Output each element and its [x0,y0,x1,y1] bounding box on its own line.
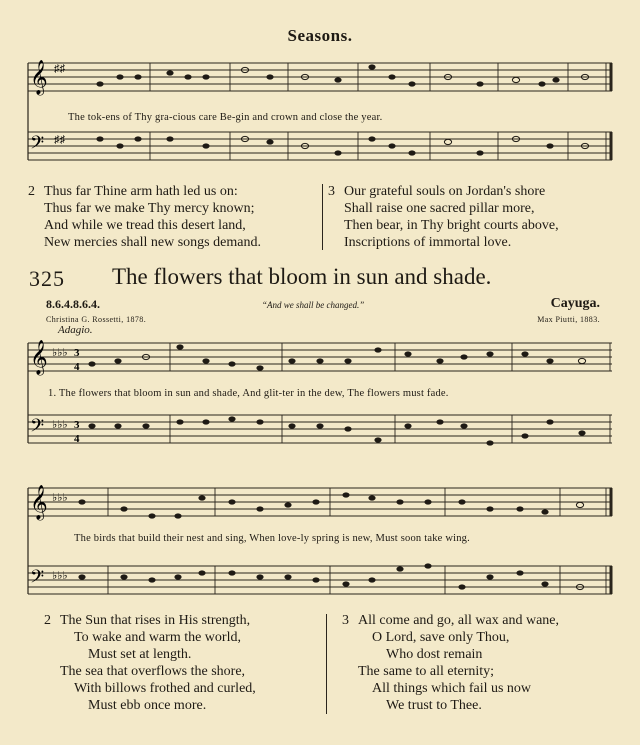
section-title: Seasons. [287,26,353,45]
verse-3 [328,183,559,251]
verse-line: All things which fail us now [372,681,532,696]
verse-line: We trust to Thee. [386,698,482,713]
verse-line: The Sun that rises in His strength, [60,613,251,628]
verse-line: With billows frothed and curled, [74,681,256,696]
treble-staff [28,488,612,516]
verse-line: Our grateful souls on Jordan's shore [344,184,546,199]
verse-line: Shall raise one sacred pillar more, [344,201,535,216]
verse-line: The sea that overflows the shore, [60,664,246,679]
tempo-marking: Adagio. [58,324,93,336]
verse-2 [28,183,261,251]
meter: 8.6.4.8.6.4. [46,297,100,311]
time-signature: 3 [74,419,80,431]
verse-number: 2 [28,184,35,199]
verse-3 [342,612,559,714]
verse-line: Must ebb once more. [88,698,207,713]
treble-staff [28,63,612,91]
verse-line: New mercies shall new songs demand. [44,235,261,250]
bass-staff [28,132,612,160]
bass-clef-icon: 𝄢 [30,416,45,441]
time-signature: 4 [74,361,80,373]
lyric-line: The birds that build their nest and sing, When love-ly spring is new, Must soon take wing. [74,533,470,544]
verse-line: The same to all eternity; [358,664,495,679]
verse-line: Then bear, in Thy bright courts above, [344,218,559,233]
verse-line: To wake and warm the world, [74,630,241,645]
time-signature: 3 [74,347,80,359]
verse-line: Must set at length. [88,647,192,662]
treble-clef-icon: 𝄞 [30,340,48,375]
hymn-number: 325 [29,266,65,291]
epigraph: “And we shall be changed.” [262,300,365,310]
hymn-title: The flowers that bloom in sun and shade. [112,264,492,289]
key-signature-icon: ♭♭♭ [52,492,68,504]
verse-number: 3 [342,613,349,628]
key-signature-icon: ♭♭♭ [52,570,68,582]
bass-clef-icon: 𝄢 [30,133,45,158]
composer: Max Piutti, 1883. [537,315,600,324]
treble-clef-icon: 𝄞 [30,485,48,520]
verse-line: Inscriptions of immortal love. [344,235,512,250]
key-signature-icon: ♭♭♭ [52,347,68,359]
key-signature-icon: ♭♭♭ [52,419,68,431]
bass-staff [28,566,612,594]
verse-line: Thus far Thine arm hath led us on: [44,184,238,199]
verse-line: All come and go, all wax and wane, [358,613,559,628]
lyric-line: The tok-ens of Thy gra-cious care Be-gin and crown and close the year. [68,112,383,123]
verse-line: Who dost remain [386,647,483,662]
treble-staff [28,343,612,371]
column-divider [326,614,327,714]
key-signature-icon: ♯♯ [54,63,65,75]
treble-clef-icon: 𝄞 [30,60,48,95]
verse-line: Thus far we make Thy mercy known; [44,201,255,216]
key-signature-icon: ♯♯ [54,134,65,146]
verse-line: And while we tread this desert land, [44,218,246,233]
lyric-line: 1. The flowers that bloom in sun and shade, And glit-ter in the dew, The flowers must fade. [48,388,449,399]
bass-staff [28,415,612,443]
time-signature: 4 [74,433,80,445]
tune-name: Cayuga. [550,296,600,311]
column-divider [322,184,323,250]
verse-number: 2 [44,613,51,628]
bass-clef-icon: 𝄢 [30,567,45,592]
author: Christina G. Rossetti, 1878. [46,315,147,324]
verse-line: O Lord, save only Thou, [372,630,510,645]
notes [96,64,588,155]
verse-number: 3 [328,184,335,199]
verse-2 [44,612,256,714]
